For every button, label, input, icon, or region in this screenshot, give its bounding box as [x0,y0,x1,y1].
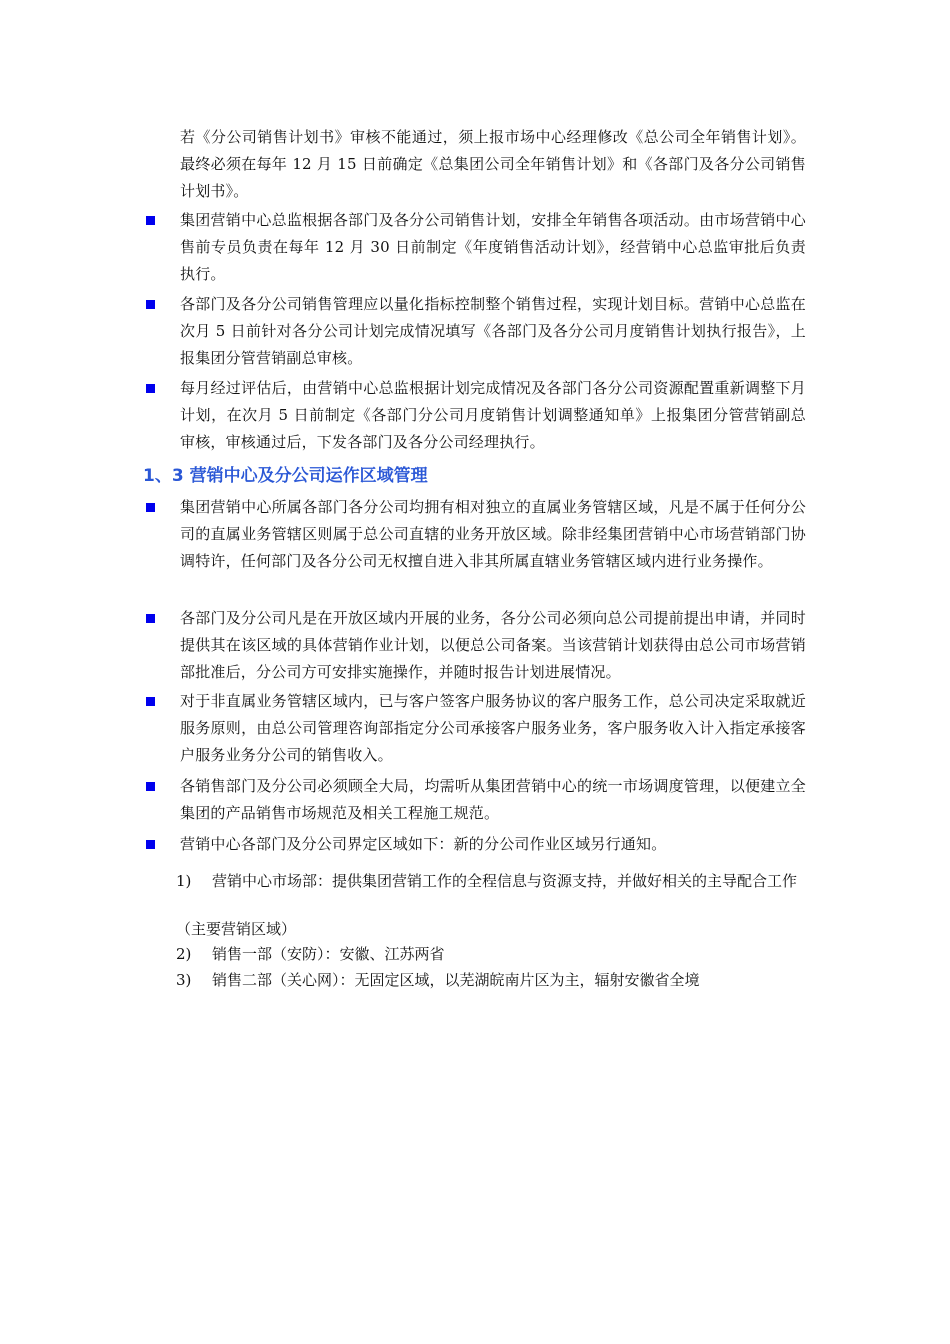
region-text: 销售二部（关心网）：无固定区域，以芜湖皖南片区为主，辐射安徽省全境 [212,971,700,989]
list-item: 集团营销中心所属各部门各分公司均拥有相对独立的直属业务管辖区域，凡是不属于任何分公司的直属业务管辖区则属于总公司直辖的业务开放区域。除非经集团营销中心市场营销部门协调特许，任何部门及各分公司无权擅自进入非其所属直辖业务管辖区域内进行业务操作。 [180,498,806,570]
square-bullet-icon [146,840,155,849]
list-item: 集团营销中心总监根据各部门及各分公司销售计划，安排全年销售各项活动。由市场营销中心售前专员负责在每年 12 月 30 日前制定《年度销售活动计划》，经营销中心总监审批后负责执行。 [180,211,806,283]
region-number: 1) [176,872,192,890]
region-number: 2) [176,945,192,963]
square-bullet-icon [146,614,155,623]
square-bullet-icon [146,697,155,706]
list-item: 每月经过评估后，由营销中心总监根据计划完成情况及各部门各分公司资源配置重新调整下月计划，在次月 5 日前制定《各部门分公司月度销售计划调整通知单》上报集团分管营销副总审核，审核通过后，下发各部门及各分公司经理执行。 [180,379,806,451]
list-item: 各销售部门及分公司必须顾全大局，均需听从集团营销中心的统一市场调度管理，以便建立全集团的产品销售市场规范及相关工程施工规范。 [180,777,806,822]
list-item: 营销中心各部门及分公司界定区域如下：新的分公司作业区域另行通知。 [180,835,667,853]
square-bullet-icon [146,216,155,225]
square-bullet-icon [146,300,155,309]
square-bullet-icon [146,503,155,512]
region-note: （主要营销区域） [176,920,297,938]
list-item: 各部门及分公司凡是在开放区域内开展的业务，各分公司必须向总公司提前提出申请，并同时提供其在该区域的具体营销作业计划，以便总公司备案。当该营销计划获得由总公司市场营销部批准后，分公司方可安排实施操作，并随时报告计划进展情况。 [180,609,806,681]
square-bullet-icon [146,384,155,393]
square-bullet-icon [146,782,155,791]
region-text: 销售一部（安防）：安徽、江苏两省 [212,945,445,963]
region-number: 3) [176,971,192,989]
list-item: 对于非直属业务管辖区域内，已与客户签客户服务协议的客户服务工作，总公司决定采取就近服务原则，由总公司管理咨询部指定分公司承接客户服务业务，客户服务收入计入指定承接客户服务业务分公司的销售收入。 [180,692,806,764]
intro-paragraph: 若《分公司销售计划书》审核不能通过，须上报市场中心经理修改《总公司全年销售计划》。最终必须在每年 12 月 15 日前确定《总集团公司全年销售计划》和《各部门及各分公司销售计划书》。 [180,128,806,200]
region-text: 营销中心市场部：提供集团营销工作的全程信息与资源支持，并做好相关的主导配合工作 [212,872,798,890]
section-heading: 1、3 营销中心及分公司运作区域管理 [143,466,428,486]
list-item: 各部门及各分公司销售管理应以量化指标控制整个销售过程，实现计划目标。营销中心总监在次月 5 日前针对各分公司计划完成情况填写《各部门及各分公司月度销售计划执行报告》，上报集团分管营销副总审核。 [180,295,806,367]
